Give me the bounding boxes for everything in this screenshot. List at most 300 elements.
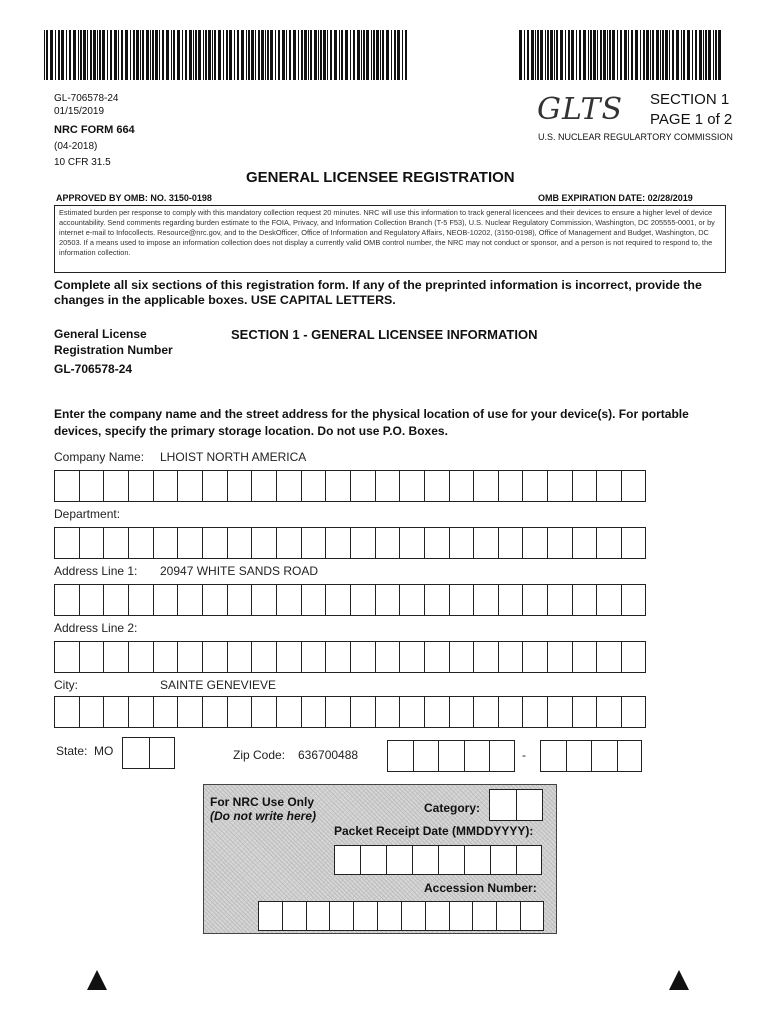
registration-mark-left <box>87 970 107 990</box>
burden-notice: Estimated burden per response to comply with this mandatory collection request 20 minutes. NRC will use this information to track general licencees and their devices to ensure a higher level of device accountability. Send comments regarding burden estimate to the FOIA, Privacy, and Information Collection Branch (T-5 F53), U.S. Nuclear Regulatory Commission, Washington, DC 205555-0001, or by internet e-mail to Infocollects. Resource@nrc.gov, and to the DeskOfficer, Office of Information and Regulatory Affairs, NEOB-10202, (3150-0198), Office of Management and Budget, Washington, DC 20503. If a means used to impose an information collection does not display a currently valid OMB control number, the NRC may not conduct or sponsor, and a person is not required to respond to, the information collection. <box>54 205 726 273</box>
barcode-bar <box>695 30 697 80</box>
barcode-bar <box>99 30 101 80</box>
zip-code-char-box[interactable] <box>489 740 515 772</box>
city-char-box[interactable] <box>621 696 646 728</box>
barcode-bar <box>140 30 141 80</box>
city-char-box[interactable] <box>301 696 326 728</box>
address-line-2-char-box[interactable] <box>79 641 104 673</box>
address-line-2-char-box[interactable] <box>522 641 547 673</box>
barcode-bar <box>121 30 123 80</box>
department-char-box[interactable] <box>449 527 474 559</box>
address-line-2-char-box[interactable] <box>227 641 252 673</box>
address-line-1-char-box[interactable] <box>547 584 572 616</box>
company-name-char-box[interactable] <box>424 470 449 502</box>
barcode-bar <box>78 30 79 80</box>
barcode-bar <box>46 30 48 80</box>
barcode-bar <box>692 30 693 80</box>
barcode-bar <box>600 30 602 80</box>
barcode-bar <box>353 30 355 80</box>
address-line-2-char-box[interactable] <box>177 641 202 673</box>
barcode-bar <box>226 30 228 80</box>
state-char-box[interactable] <box>122 737 149 769</box>
barcode-bar <box>527 30 529 80</box>
zip-code-boxes[interactable] <box>387 740 515 772</box>
department-char-box[interactable] <box>202 527 227 559</box>
company-name-char-box[interactable] <box>325 470 350 502</box>
accession-number-boxes <box>258 901 544 931</box>
barcode-bar <box>547 30 549 80</box>
barcode-bar <box>182 30 183 80</box>
zip-code-char-box[interactable] <box>464 740 490 772</box>
barcode-bar <box>568 30 570 80</box>
city-char-box[interactable] <box>153 696 178 728</box>
section-number: SECTION 1 <box>650 91 730 108</box>
barcode-bar <box>97 30 98 80</box>
company-name-value: LHOIST NORTH AMERICA <box>160 450 307 464</box>
barcode-bar <box>171 30 172 80</box>
department-char-box[interactable] <box>547 527 572 559</box>
company-name-char-box[interactable] <box>399 470 424 502</box>
barcode-bar <box>718 30 721 80</box>
address-line-2-char-box[interactable] <box>498 641 523 673</box>
zip-plus4-char-box[interactable] <box>540 740 566 772</box>
barcode-bar <box>208 30 211 80</box>
address-line-1-char-box[interactable] <box>473 584 498 616</box>
city-boxes[interactable] <box>54 696 646 728</box>
barcode-bar <box>676 30 679 80</box>
barcode-bar <box>110 30 112 80</box>
address-line-1-char-box[interactable] <box>572 584 597 616</box>
city-char-box[interactable] <box>547 696 572 728</box>
barcode-bar <box>323 30 326 80</box>
barcode-bar <box>652 30 654 80</box>
department-char-box[interactable] <box>399 527 424 559</box>
barcode-bar <box>535 30 536 80</box>
packet-receipt-boxes <box>334 845 542 875</box>
city-value: SAINTE GENEVIEVE <box>160 678 277 692</box>
company-name-boxes[interactable] <box>54 470 646 502</box>
company-name-char-box[interactable] <box>301 470 326 502</box>
barcode-bar <box>560 30 563 80</box>
address-line-1-boxes[interactable] <box>54 584 646 616</box>
address-line-2-char-box[interactable] <box>153 641 178 673</box>
barcode-bar <box>155 30 158 80</box>
barcode-bar <box>660 30 661 80</box>
department-boxes[interactable] <box>54 527 646 559</box>
nrc-use-only-box <box>203 784 557 934</box>
company-name-char-box[interactable] <box>498 470 523 502</box>
address-line-2-char-box[interactable] <box>103 641 128 673</box>
city-char-box[interactable] <box>498 696 523 728</box>
company-name-char-box[interactable] <box>54 470 79 502</box>
barcode-bar <box>146 30 149 80</box>
registration-label-2: Registration Number <box>54 343 173 357</box>
page-title: GENERAL LICENSEE REGISTRATION <box>246 169 515 186</box>
city-char-box[interactable] <box>473 696 498 728</box>
barcode-bar <box>159 30 160 80</box>
packet-receipt-char-box <box>360 845 386 875</box>
address-line-1-char-box[interactable] <box>301 584 326 616</box>
barcode-bar <box>261 30 264 80</box>
barcode-bar <box>607 30 608 80</box>
address-line-1-char-box[interactable] <box>103 584 128 616</box>
barcode-bar <box>125 30 128 80</box>
address-line-1-value: 20947 WHITE SANDS ROAD <box>160 564 319 578</box>
company-name-char-box[interactable] <box>103 470 128 502</box>
barcode-bar <box>248 30 250 80</box>
barcode-bar <box>205 30 207 80</box>
accession-number-char-box <box>472 901 496 931</box>
city-char-box[interactable] <box>424 696 449 728</box>
barcode-bar <box>397 30 400 80</box>
address-line-1-char-box[interactable] <box>399 584 424 616</box>
barcode-bar <box>380 30 381 80</box>
barcode-bar <box>376 30 379 80</box>
city-char-box[interactable] <box>596 696 621 728</box>
company-name-char-box[interactable] <box>276 470 301 502</box>
barcode-bar <box>366 30 369 80</box>
department-char-box[interactable] <box>227 527 252 559</box>
company-name-char-box[interactable] <box>251 470 276 502</box>
address-line-1-char-box[interactable] <box>325 584 350 616</box>
barcode-bar <box>150 30 151 80</box>
barcode-bar <box>270 30 273 80</box>
address-line-2-char-box[interactable] <box>424 641 449 673</box>
city-char-box[interactable] <box>522 696 547 728</box>
accession-number-char-box <box>329 901 353 931</box>
department-char-box[interactable] <box>572 527 597 559</box>
address-line-2-char-box[interactable] <box>399 641 424 673</box>
omb-approval: APPROVED BY OMB: NO. 3150-0198 <box>56 193 212 203</box>
barcode-bar <box>540 30 543 80</box>
accession-number-label: Accession Number: <box>424 881 537 895</box>
barcode-bar <box>310 30 312 80</box>
accession-number-char-box <box>353 901 377 931</box>
barcode-bar <box>66 30 67 80</box>
department-char-box[interactable] <box>251 527 276 559</box>
company-name-char-box[interactable] <box>449 470 474 502</box>
barcode-bar <box>162 30 164 80</box>
address-line-1-char-box[interactable] <box>424 584 449 616</box>
address-line-2-char-box[interactable] <box>128 641 153 673</box>
barcode-bar <box>130 30 131 80</box>
company-name-char-box[interactable] <box>522 470 547 502</box>
city-char-box[interactable] <box>399 696 424 728</box>
barcode-bar <box>237 30 239 80</box>
company-name-char-box[interactable] <box>177 470 202 502</box>
barcode-bar <box>588 30 589 80</box>
barcode-bar <box>80 30 82 80</box>
registration-number: GL-706578-24 <box>54 362 133 376</box>
barcode-bar <box>166 30 169 80</box>
city-char-box[interactable] <box>177 696 202 728</box>
department-char-box[interactable] <box>424 527 449 559</box>
department-char-box[interactable] <box>473 527 498 559</box>
barcode-bar <box>265 30 266 80</box>
barcode-bar <box>69 30 71 80</box>
address-line-1-char-box[interactable] <box>79 584 104 616</box>
zip-code-value: 636700488 <box>298 748 359 762</box>
address-line-1-char-box[interactable] <box>54 584 79 616</box>
zip-code-char-box[interactable] <box>413 740 439 772</box>
barcode-bar <box>597 30 598 80</box>
barcode-bar <box>643 30 645 80</box>
department-char-box[interactable] <box>325 527 350 559</box>
department-label: Department: <box>54 507 121 521</box>
company-name-label: Company Name: <box>54 450 145 464</box>
barcode-bar <box>624 30 627 80</box>
accession-number-char-box <box>377 901 401 931</box>
company-name-char-box[interactable] <box>227 470 252 502</box>
barcode-bar <box>293 30 296 80</box>
barcode-bar <box>363 30 365 80</box>
barcode-bar <box>58 30 60 80</box>
department-char-box[interactable] <box>177 527 202 559</box>
city-char-box[interactable] <box>572 696 597 728</box>
barcode-bar <box>102 30 105 80</box>
company-name-char-box[interactable] <box>153 470 178 502</box>
city-char-box[interactable] <box>79 696 104 728</box>
address-line-2-boxes[interactable] <box>54 641 646 673</box>
city-char-box[interactable] <box>449 696 474 728</box>
barcode-bar <box>133 30 135 80</box>
barcode-bar <box>669 30 670 80</box>
barcode-bar <box>603 30 606 80</box>
packet-receipt-char-box <box>516 845 542 875</box>
department-char-box[interactable] <box>498 527 523 559</box>
zip-plus4-boxes[interactable] <box>540 740 642 772</box>
zip-plus4-char-box[interactable] <box>591 740 617 772</box>
accession-number-char-box <box>496 901 520 931</box>
barcode-bar <box>341 30 343 80</box>
barcode-bar <box>583 30 586 80</box>
barcode-bar <box>73 30 76 80</box>
address-line-2-char-box[interactable] <box>572 641 597 673</box>
address-line-1-char-box[interactable] <box>498 584 523 616</box>
company-name-char-box[interactable] <box>473 470 498 502</box>
company-name-char-box[interactable] <box>596 470 621 502</box>
accession-number-char-box <box>520 901 544 931</box>
address-line-1-char-box[interactable] <box>128 584 153 616</box>
state-label: State: <box>56 744 88 758</box>
address-line-2-char-box[interactable] <box>325 641 350 673</box>
barcode-bar <box>298 30 299 80</box>
barcode-bar <box>195 30 197 80</box>
barcode-bar <box>703 30 704 80</box>
company-name-char-box[interactable] <box>547 470 572 502</box>
zip-plus4-char-box[interactable] <box>566 740 592 772</box>
barcode-bar <box>275 30 276 80</box>
accession-number-char-box <box>425 901 449 931</box>
packet-receipt-char-box <box>334 845 360 875</box>
address-line-2-char-box[interactable] <box>473 641 498 673</box>
address-line-1-char-box[interactable] <box>449 584 474 616</box>
barcode-bar <box>590 30 592 80</box>
state-boxes[interactable] <box>122 737 175 769</box>
department-char-box[interactable] <box>350 527 375 559</box>
address-line-2-char-box[interactable] <box>375 641 400 673</box>
city-char-box[interactable] <box>251 696 276 728</box>
company-name-char-box[interactable] <box>572 470 597 502</box>
accession-number-char-box <box>306 901 330 931</box>
page-number: PAGE 1 of 2 <box>650 111 733 128</box>
barcode-bar <box>628 30 629 80</box>
department-char-box[interactable] <box>522 527 547 559</box>
barcode-bar <box>136 30 139 80</box>
barcode-bar <box>537 30 539 80</box>
barcode-bar <box>556 30 558 80</box>
barcode-bar <box>531 30 534 80</box>
agency-name: U.S. NUCLEAR REGULARTORY COMMISSION <box>538 132 733 142</box>
address-line-2-char-box[interactable] <box>350 641 375 673</box>
department-char-box[interactable] <box>54 527 79 559</box>
barcode-bar <box>681 30 682 80</box>
department-char-box[interactable] <box>375 527 400 559</box>
address-line-2-char-box[interactable] <box>596 641 621 673</box>
address-line-2-char-box[interactable] <box>301 641 326 673</box>
barcode-bar <box>246 30 247 80</box>
city-char-box[interactable] <box>325 696 350 728</box>
barcode-bar <box>234 30 235 80</box>
barcode-bar <box>185 30 187 80</box>
address-line-2-char-box[interactable] <box>251 641 276 673</box>
city-char-box[interactable] <box>350 696 375 728</box>
barcode-bar <box>650 30 651 80</box>
city-char-box[interactable] <box>375 696 400 728</box>
department-char-box[interactable] <box>79 527 104 559</box>
barcode-right <box>519 30 724 80</box>
barcode-bar <box>713 30 714 80</box>
instructions: Complete all six sections of this registration form. If any of the preprinted information is incorrect, provide the changes in the applicable boxes. USE CAPITAL LETTERS. <box>54 278 702 307</box>
address-line-1-char-box[interactable] <box>596 584 621 616</box>
barcode-bar <box>371 30 372 80</box>
city-char-box[interactable] <box>103 696 128 728</box>
category-char-box <box>489 789 516 821</box>
department-char-box[interactable] <box>596 527 621 559</box>
address-line-1-char-box[interactable] <box>177 584 202 616</box>
do-not-write-label: (Do not write here) <box>210 809 317 823</box>
barcode-bar <box>405 30 407 80</box>
barcode-bar <box>327 30 328 80</box>
barcode-bar <box>83 30 86 80</box>
address-line-1-char-box[interactable] <box>350 584 375 616</box>
form-date: 01/15/2019 <box>54 106 105 117</box>
barcode-bar <box>612 30 615 80</box>
barcode-bar <box>687 30 690 80</box>
address-line-1-char-box[interactable] <box>202 584 227 616</box>
packet-receipt-char-box <box>438 845 464 875</box>
category-label: Category: <box>424 801 481 815</box>
state-char-box[interactable] <box>149 737 176 769</box>
address-line-1-char-box[interactable] <box>375 584 400 616</box>
address-line-2-char-box[interactable] <box>621 641 646 673</box>
address-line-2-char-box[interactable] <box>276 641 301 673</box>
barcode-bar <box>361 30 362 80</box>
barcode-bar <box>350 30 351 80</box>
barcode-bar <box>320 30 322 80</box>
handwritten-initials: GLTS <box>537 92 624 127</box>
state-value: MO <box>94 744 114 758</box>
barcode-bar <box>357 30 360 80</box>
department-char-box[interactable] <box>103 527 128 559</box>
department-char-box[interactable] <box>128 527 153 559</box>
city-char-box[interactable] <box>227 696 252 728</box>
packet-receipt-char-box <box>490 845 516 875</box>
city-char-box[interactable] <box>128 696 153 728</box>
address-line-1-char-box[interactable] <box>621 584 646 616</box>
company-name-char-box[interactable] <box>79 470 104 502</box>
registration-label-1: General License <box>54 327 147 341</box>
barcode-bar <box>301 30 303 80</box>
barcode-bar <box>198 30 201 80</box>
department-char-box[interactable] <box>621 527 646 559</box>
address-instructions: Enter the company name and the street address for the physical location of use for your device(s). For portable devices, specify the primary storage location. Do not use P.O. Boxes. <box>54 407 689 438</box>
address-line-1-char-box[interactable] <box>227 584 252 616</box>
address-line-2-char-box[interactable] <box>202 641 227 673</box>
form-revision: (04-2018) <box>54 141 98 152</box>
city-char-box[interactable] <box>54 696 79 728</box>
city-label: City: <box>54 678 78 692</box>
barcode-bar <box>391 30 392 80</box>
barcode-bar <box>304 30 307 80</box>
address-line-1-char-box[interactable] <box>522 584 547 616</box>
company-name-char-box[interactable] <box>202 470 227 502</box>
barcode-bar <box>524 30 525 80</box>
department-char-box[interactable] <box>301 527 326 559</box>
barcode-bar <box>214 30 216 80</box>
barcode-bar <box>715 30 717 80</box>
city-char-box[interactable] <box>202 696 227 728</box>
cfr-reference: 10 CFR 31.5 <box>54 157 111 168</box>
barcode-bar <box>218 30 221 80</box>
company-name-char-box[interactable] <box>375 470 400 502</box>
barcode-bar <box>212 30 213 80</box>
zip-code-char-box[interactable] <box>438 740 464 772</box>
barcode-bar <box>334 30 337 80</box>
company-name-char-box[interactable] <box>621 470 646 502</box>
address-line-2-char-box[interactable] <box>547 641 572 673</box>
packet-receipt-label: Packet Receipt Date (MMDDYYYY): <box>334 824 534 838</box>
barcode-bar <box>142 30 144 80</box>
address-line-2-label: Address Line 2: <box>54 621 138 635</box>
city-char-box[interactable] <box>276 696 301 728</box>
zip-code-char-box[interactable] <box>387 740 413 772</box>
barcode-bar <box>662 30 664 80</box>
barcode-bar <box>609 30 611 80</box>
registration-mark-right <box>669 970 689 990</box>
packet-receipt-char-box <box>412 845 438 875</box>
department-char-box[interactable] <box>276 527 301 559</box>
address-line-1-char-box[interactable] <box>251 584 276 616</box>
barcode-bar <box>193 30 194 80</box>
department-char-box[interactable] <box>153 527 178 559</box>
address-line-1-char-box[interactable] <box>153 584 178 616</box>
barcode-bar <box>278 30 280 80</box>
barcode-bar <box>631 30 633 80</box>
barcode-bar <box>87 30 88 80</box>
barcode-bar <box>683 30 685 80</box>
zip-plus4-char-box[interactable] <box>617 740 643 772</box>
company-name-char-box[interactable] <box>128 470 153 502</box>
barcode-bar <box>61 30 64 80</box>
barcode-bar <box>339 30 340 80</box>
barcode-bar <box>203 30 204 80</box>
barcode-bar <box>318 30 319 80</box>
address-line-2-char-box[interactable] <box>449 641 474 673</box>
company-name-char-box[interactable] <box>350 470 375 502</box>
address-line-1-char-box[interactable] <box>276 584 301 616</box>
address-line-2-char-box[interactable] <box>54 641 79 673</box>
